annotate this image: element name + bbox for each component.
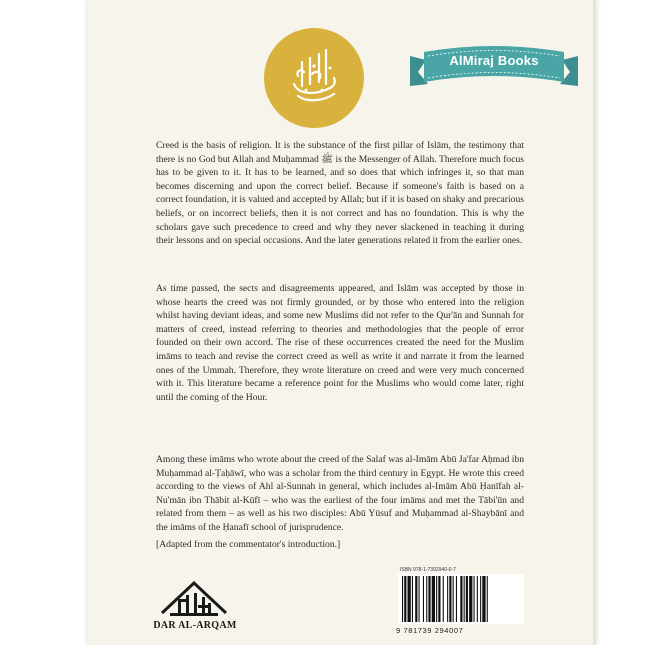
ribbon-label: AlMiraj Books [449,53,539,68]
paragraph-text: [Adapted from the commentator's introduction.] [156,539,341,550]
calligraphy-seal-icon [264,28,364,128]
barcode-bar [466,576,468,622]
barcode-bar [456,576,457,622]
barcode-bar [408,576,411,622]
description-paragraph-1 [156,139,524,248]
barcode-bar [453,576,454,622]
source-note [156,538,524,552]
barcode-number: 9 781739 294007 [396,626,464,635]
barcode-bar [443,576,444,622]
isbn-label: ISBN 978-1-7392940-0-7 [400,567,456,573]
cover-edge [593,0,596,645]
barcode-bar [447,576,448,622]
barcode-bar [428,576,430,622]
barcode-bar [469,576,472,622]
title-seal [264,28,364,128]
barcode-bar [415,576,417,622]
paragraph-text: Among these imāms who wrote about the creed of the Salaf was al-Imām Abū Ja'far Aḥmad ibn Muḥammad al-Ṭaḥāwī, who was a scholar from the third century in Egypt. He wrote this creed according to the views of Ahl al-Sunnah in general, which includes al-Imām Abū Ḥanīfah al-Nu'mān ibn Thābit al-Kūfī – who was the earliest of the four imāms and met the Tābi'ūn and related from them – as well as his two disciples: Abū Yūsuf and Muḥammad al-Shaybānī and the imāms of the Ḥanafī school of jurisprudence. [156,454,524,533]
paragraph-text: Creed is the basis of religion. It is the substance of the first pillar of Islām, the testimony that there is no God but Allah and Muḥammad ﷺ is the Messenger of Allah. Therefore much focus has to be given to it. It has to be learned, and so does that which infringes it, so that man becomes discerning and upon the correct belief. Because if someone's faith is based on a correct foundation, it is valued and accepted by Allah; but if it is based on shaky and precarious beliefs, or on incorrect beliefs, then it is not correct and has no foundation. This is why the scholars gave such precedence to creed and why they never slackened in teaching it during their lessons and on special occasions. And the later generations related it from the earlier ones. [156,140,525,247]
barcode-bar [482,576,485,622]
barcode-bar [480,576,481,622]
barcode-bar [423,576,424,622]
barcode-bar [438,576,440,622]
barcode-bar [419,576,420,622]
barcode-bar [477,576,478,622]
barcode-bar [474,576,475,622]
barcode-bar [404,576,406,622]
barcode-bar [487,576,488,622]
barcode-bar [426,576,427,622]
paragraph-text: As time passed, the sects and disagreements appeared, and Islām was accepted by those in whose hearts the creed was not firmly grounded, or by those who entered into the religion whilst having deviant ideas, and some new Muslims did not refer to the Qur'ān and Sunnah for matters of creed, instead referring to theories and methodologies that the people of error founded on their own accord. The rise of these occurrences created the need for the Muslim imāms to teach and revise the correct creed as well as write it and narrate it from the learned ones of the Ummah. Therefore, they wrote literature on creed and were very much concerned with it. This literature became a reference point for the Muslims who would come later, right until the coming of the Hour. [156,283,524,403]
publisher-name: DAR AL-ARQAM [153,620,237,631]
barcode-bar [412,576,413,622]
barcode-bar [402,576,403,622]
barcode [398,574,524,624]
ribbon-banner [404,38,584,122]
description-paragraph-2 [156,282,524,404]
barcode-bar [460,576,462,622]
barcode-bar [436,576,437,622]
barcode-bar [464,576,465,622]
barcode-bar [449,576,451,622]
barcode-bar [432,576,435,622]
description-paragraph-3 [156,453,524,535]
